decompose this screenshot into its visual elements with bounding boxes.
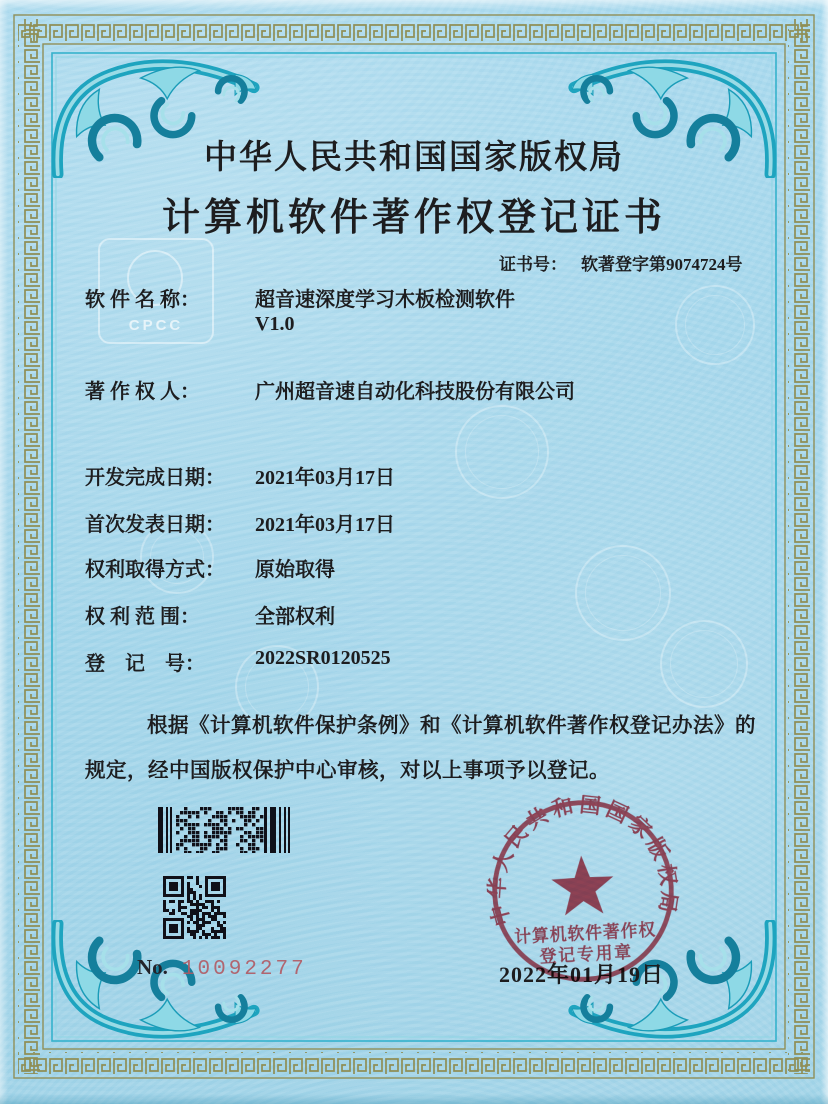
- seal-text-line1: 计算机软件著作权: [513, 920, 657, 947]
- field-first-publication-date: [85, 508, 395, 537]
- field-value: 2021年03月17日: [255, 467, 395, 489]
- serial-prefix: No.: [137, 955, 168, 979]
- field-value: 2021年03月17日: [255, 514, 395, 536]
- field-label: 登 记 号：: [85, 653, 205, 675]
- field-value: 超音速深度学习木板检测软件: [255, 289, 515, 311]
- cpcc-label: CPCC: [128, 317, 184, 334]
- field-copyright-owner: [85, 375, 575, 404]
- field-registration-number: [85, 647, 391, 676]
- field-value-version: V1.0: [255, 313, 295, 335]
- registration-statement-line2: 规定，经中国版权保护中心审核，对以上事项予以登记。: [85, 760, 610, 782]
- corner-ornament-bottom-left: [46, 920, 262, 1052]
- seal-text-line2: 登记专用章: [539, 942, 634, 967]
- serial-number-line: [137, 955, 307, 981]
- field-label: 软 件 名 称：: [85, 289, 200, 311]
- qr-code-icon: [163, 876, 226, 939]
- svg-text:中华人民共和国国家版权局: [482, 790, 684, 929]
- security-watermark-ring: [455, 405, 549, 499]
- security-watermark-ring: [575, 545, 671, 641]
- issuing-authority-title: 中华人民共和国国家版权局: [204, 140, 624, 176]
- security-watermark-ring: [675, 285, 755, 365]
- field-label: 首次发表日期：: [85, 514, 225, 536]
- field-label: 权利取得方式：: [85, 559, 225, 581]
- field-label: 权 利 范 围：: [85, 606, 200, 628]
- field-completion-date: [85, 461, 395, 490]
- field-acquisition-method: [85, 553, 335, 582]
- barcode-2d-icon: [158, 807, 292, 853]
- registration-statement-line1: 根据《计算机软件保护条例》和《计算机软件著作权登记办法》的: [147, 715, 756, 737]
- official-seal: [482, 790, 684, 992]
- field-value: 全部权利: [255, 606, 335, 628]
- security-watermark-ring: [660, 620, 748, 708]
- field-label: 开发完成日期：: [85, 467, 225, 489]
- seal-arc-text: 中华人民共和国国家版权局: [484, 792, 682, 929]
- certificate-number-label: 证书号：: [499, 255, 567, 274]
- certificate-title: 计算机软件著作权登记证书: [161, 197, 666, 239]
- certificate-number-line: [499, 250, 743, 275]
- field-value: 原始取得: [255, 559, 335, 581]
- serial-number: 10092277: [181, 958, 307, 981]
- field-rights-scope: [85, 600, 335, 629]
- field-label: 著 作 权 人：: [85, 381, 200, 403]
- issue-date: 2022年01月19日: [499, 962, 665, 987]
- field-value: 2022SR0120525: [255, 647, 391, 669]
- certificate-number-value: 软著登字第9074724号: [581, 255, 743, 274]
- star-icon: [550, 854, 615, 916]
- field-value: 广州超音速自动化科技股份有限公司: [255, 381, 575, 403]
